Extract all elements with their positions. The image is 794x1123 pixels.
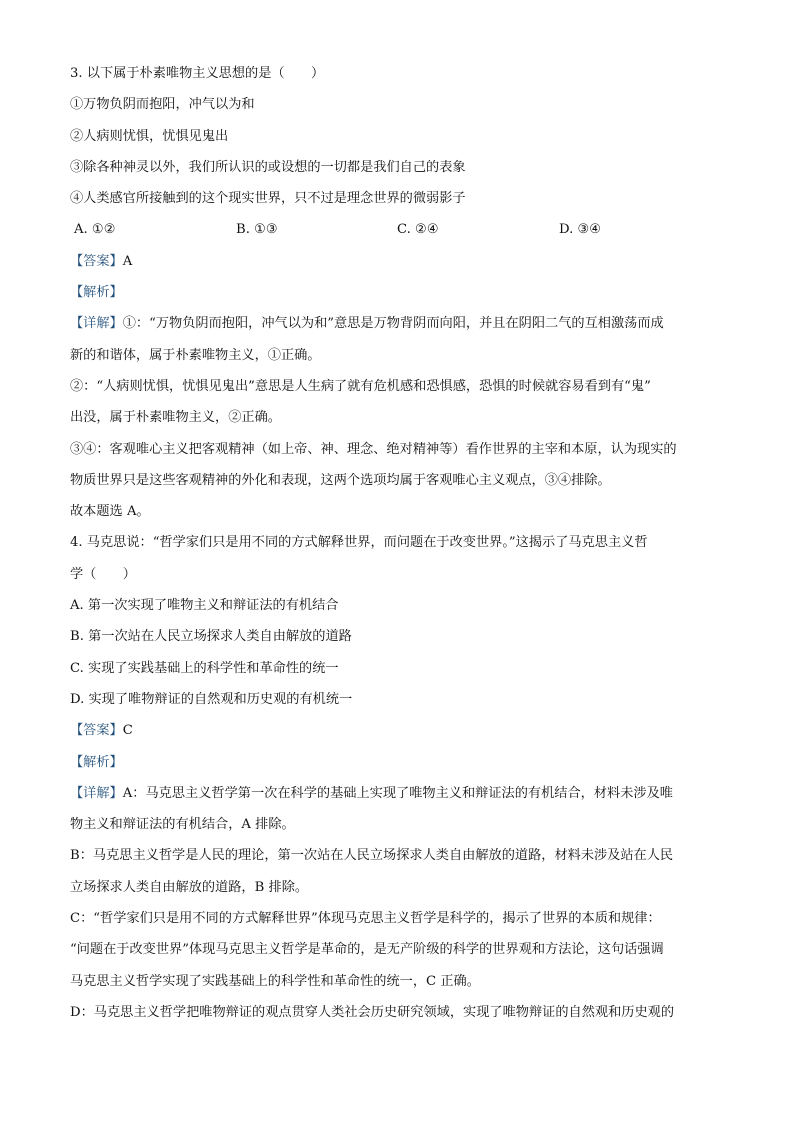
q4-detail-line-1 — [70, 778, 720, 809]
q3-detail-line-1 — [70, 308, 720, 339]
q4-option-a: A. 第一次实现了唯物主义和辩证法的有机结合 — [70, 598, 339, 614]
q4-option-d: D. 实现了唯物辩证的自然观和历史观的有机统一 — [70, 691, 353, 707]
q4-detail-line-5: C：“哲学家们只是用不同的方式解释世界”体现马克思主义哲学是科学的，揭示了世界的本质和规律： — [70, 911, 661, 927]
q3-conclusion: 故本题选 A。 — [70, 504, 150, 520]
q4-answer-tag: 【答案】 — [70, 723, 123, 739]
q3-options — [70, 214, 720, 245]
q4-detail-tag: 【详解】 — [70, 785, 123, 801]
q4-detail-line-8: D：马克思主义哲学把唯物辩证的观点贯穿人类社会历史研究领域，实现了唯物辩证的自然观和历史观的 — [70, 1004, 675, 1020]
q3-item-1: ①万物负阴而抱阳，冲气以为和 — [70, 97, 255, 113]
q3-detail-line-4: 出没，属于朴素唯物主义，②正确。 — [70, 410, 281, 426]
question-4-stem-line-2: 学（ ） — [70, 566, 136, 582]
q3-analysis-heading — [70, 277, 720, 308]
q4-detail-line-2: 物主义和辩证法的有机结合，A 排除。 — [70, 817, 295, 833]
q3-detail-line-5: ③④：客观唯心主义把客观精神（如上帝、神、理念、绝对精神等）看作世界的主宰和本原，认为现实的 — [70, 441, 677, 457]
q4-detail-text-1: A：马克思主义哲学第一次在科学的基础上实现了唯物主义和辩证法的有机结合，材料未涉及唯 — [122, 785, 673, 801]
q3-option-b: B. ①③ — [236, 222, 278, 238]
q3-answer — [70, 246, 720, 277]
q4-detail-line-4: 立场探求人类自由解放的道路，B 排除。 — [70, 879, 309, 895]
q3-option-a: A. ①② — [74, 222, 116, 238]
q3-option-d: D. ③④ — [559, 222, 602, 238]
q4-analysis-heading — [70, 747, 720, 778]
document-page — [70, 58, 720, 1028]
q3-answer-value: A — [122, 253, 133, 269]
q3-item-2: ②人病则忧惧，忧惧见鬼出 — [70, 128, 229, 144]
q3-detail-line-3: ②：“人病则忧惧，忧惧见鬼出”意思是人生病了就有危机感和恐惧感，恐惧的时候就容易看到有“鬼” — [70, 378, 651, 394]
question-4-stem-line-1: 4. 马克思说：“哲学家们只是用不同的方式解释世界，而问题在于改变世界。”这揭示了马克思主义哲 — [70, 535, 648, 551]
q3-item-3: ③除各种神灵以外，我们所认识的或设想的一切都是我们自己的表象 — [70, 159, 466, 175]
q4-answer-value: C — [122, 723, 133, 739]
q4-detail-line-7: 马克思主义哲学实现了实践基础上的科学性和革命性的统一，C 正确。 — [70, 973, 480, 989]
q3-detail-tag: 【详解】 — [70, 316, 123, 332]
q3-detail-text-1: ①：“万物负阴而抱阳，冲气以为和”意思是万物背阴而向阳，并且在阴阳二气的互相激荡而成 — [122, 316, 664, 332]
q4-option-b: B. 第一次站在人民立场探求人类自由解放的道路 — [70, 629, 352, 645]
q3-detail-line-6: 物质世界只是这些客观精神的外化和表现，这两个选项均属于客观唯心主义观点，③④排除。 — [70, 472, 611, 488]
q4-detail-line-3: B：马克思主义哲学是人民的理论，第一次站在人民立场探求人类自由解放的道路，材料未涉及站在人民 — [70, 848, 674, 864]
q4-detail-line-6: “问题在于改变世界”体现马克思主义哲学是革命的，是无产阶级的科学的世界观和方法论，这句话强调 — [70, 942, 664, 958]
q4-analysis-tag: 【解析】 — [70, 754, 123, 770]
question-3-stem: 3. 以下属于朴素唯物主义思想的是（ ） — [70, 66, 325, 81]
q3-option-c: C. ②④ — [397, 222, 439, 238]
q3-answer-tag: 【答案】 — [70, 253, 123, 269]
q3-analysis-tag: 【解析】 — [70, 285, 123, 301]
q4-answer — [70, 715, 720, 746]
q3-detail-line-2: 新的和谐体，属于朴素唯物主义，①正确。 — [70, 347, 321, 363]
q3-item-4: ④人类感官所接触到的这个现实世界，只不过是理念世界的微弱影子 — [70, 191, 466, 207]
q4-option-c: C. 实现了实践基础上的科学性和革命性的统一 — [70, 660, 339, 676]
